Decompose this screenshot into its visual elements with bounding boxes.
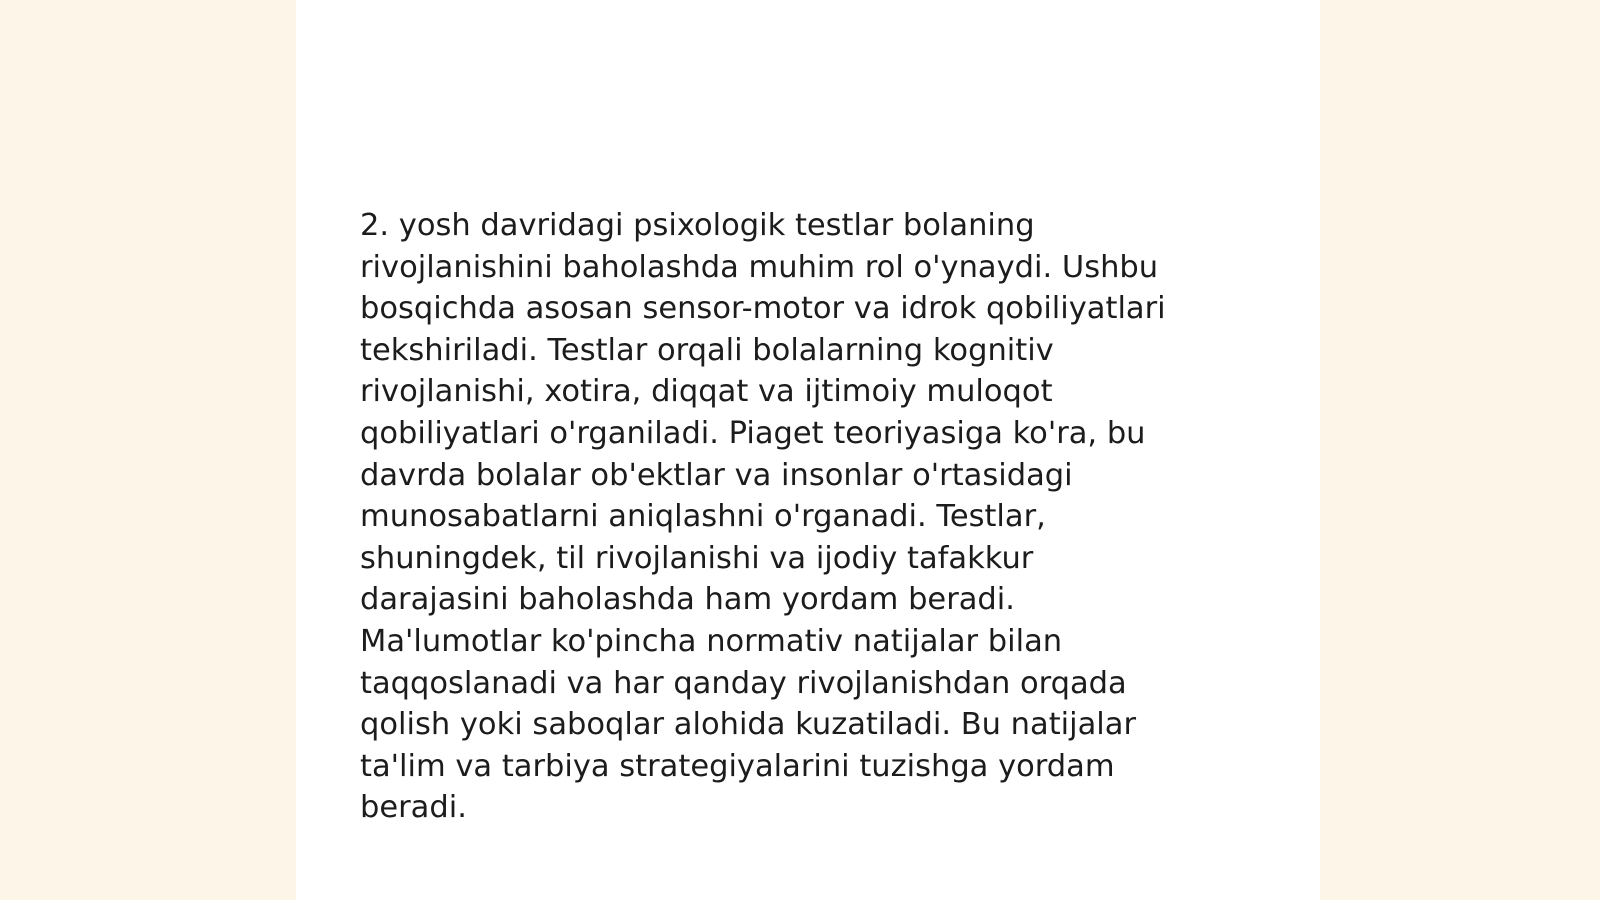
body-line: rivojlanishi, xotira, diqqat va ijtimoiy muloqot bbox=[360, 374, 1053, 410]
body-line: darajasini baholashda ham yordam beradi. bbox=[360, 582, 1015, 618]
body-line: davrda bolalar ob'ektlar va insonlar o'rtasidagi bbox=[360, 457, 1073, 493]
body-line: shuningdek, til rivojlanishi va ijodiy tafakkur bbox=[360, 540, 1034, 576]
body-line: rivojlanishini baholashda muhim rol o'ynaydi. Ushbu bbox=[360, 249, 1159, 285]
body-line: munosabatlarni aniqlashni o'rganadi. Testlar, bbox=[360, 499, 1046, 535]
slide bbox=[296, 0, 1320, 900]
body-line: Ma'lumotlar ko'pincha normativ natijalar bilan bbox=[360, 623, 1063, 659]
body-line: taqqoslanadi va har qanday rivojlanishdan orqada bbox=[360, 665, 1127, 701]
body-line: 2. yosh davridagi psixologik testlar bolaning bbox=[360, 208, 1035, 243]
body-line: qolish yoki saboqlar alohida kuzatiladi. Bu natijalar bbox=[360, 707, 1137, 743]
body-line: ta'lim va tarbiya strategiyalarini tuzishga yordam bbox=[360, 748, 1115, 784]
slide-body-text bbox=[360, 205, 1260, 829]
body-line: beradi. bbox=[360, 790, 467, 826]
body-line: tekshiriladi. Testlar orqali bolalarning kognitiv bbox=[360, 332, 1054, 368]
body-line: bosqichda asosan sensor-motor va idrok qobiliyatlari bbox=[360, 291, 1166, 327]
body-line: qobiliyatlari o'rganiladi. Piaget teoriyasiga ko'ra, bu bbox=[360, 415, 1146, 451]
